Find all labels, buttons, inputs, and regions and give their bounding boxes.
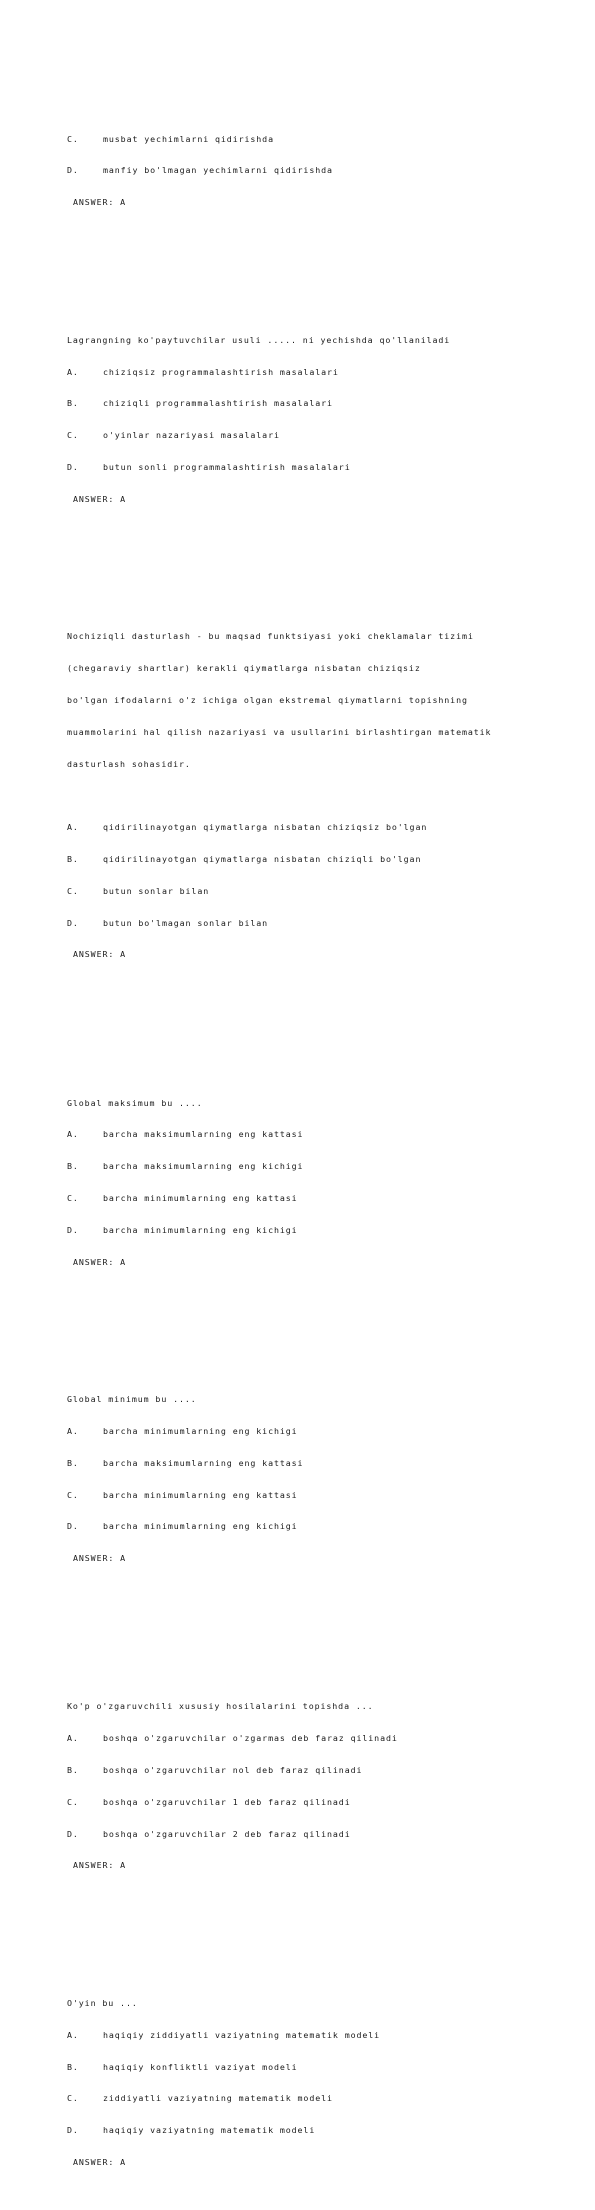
question-block [67,1076,577,1288]
option-b: B. boshqa o'zgaruvchilar nol deb faraz qilinadi [67,1765,363,1775]
question-stem: bo'lgan ifodalarni o'z ichiga olgan ekstremal qiymatlarni topishning [67,695,468,706]
option-b: B. haqiqiy konfliktli vaziyat modeli [67,2061,298,2072]
question-block [67,610,577,981]
option-a: A. boshqa o'zgaruvchilar o'zgarmas deb faraz qilinadi [67,1733,398,1744]
option-c: C. butun sonlar bilan [67,885,210,896]
answer-line: ANSWER: A [73,1256,127,1267]
question-stem: Global minimum bu .... [67,1394,197,1405]
option-c: C. barcha minimumlarning eng kattasi [67,1192,298,1203]
document-page [67,70,577,2210]
question-stem: (chegaraviy shartlar) kerakli qiymatlarga nisbatan chiziqsiz [67,663,421,674]
option-b: B. chiziqli programmalashtirish masalalari [67,398,333,409]
spacer [67,1320,577,1331]
option-d: D. barcha minimumlarning eng kichigi [67,1521,298,1532]
option-c: C. ziddiyatli vaziyatning matematik modeli [67,2093,333,2104]
option-d: D. boshqa o'zgaruvchilar 2 deb faraz qilinadi [67,1828,351,1839]
answer-line: ANSWER: A [73,197,127,208]
question-block [67,1680,577,1892]
question-stem: Global maksimum bu .... [67,1097,203,1108]
question-block [67,1977,577,2189]
question-stem: Lagrangning ko'paytuvchilar usuli ..... ni yechishda qo'llaniladi [67,334,451,345]
option-d: D. butun sonli programmalashtirish masalalari [67,461,351,472]
option-d: D. butun bo'lmagan sonlar bilan [67,917,269,928]
option-c: C. musbat yechimlarni qidirishda [67,133,274,144]
option-d: D. manfiy bo'lmagan yechimlarni qidirishda [67,165,333,176]
answer-line: ANSWER: A [73,2156,127,2167]
spacer [67,557,577,568]
spacer [67,261,577,272]
answer-line: ANSWER: A [73,1553,127,1564]
answer-line: ANSWER: A [73,949,127,960]
option-a: A. barcha minimumlarning eng kichigi [67,1426,298,1436]
spacer [67,1924,577,1935]
question-stem: muammolarini hal qilish nazariyasi va usullarini birlashtirgan matematik [67,726,492,737]
question-block [67,314,577,526]
option-a: A. haqiqiy ziddiyatli vaziyatning matematik modeli [67,2029,381,2040]
answer-line: ANSWER: A [73,1860,127,1871]
option-b: B. barcha maksimumlarning eng kichigi [67,1161,304,1172]
spacer [67,790,577,801]
question-stem: dasturlash sohasidir. [67,758,191,769]
spacer [67,1013,577,1034]
question-stem: Ko'p o'zgaruvchili xususiy hosilalarini topishda ... [67,1701,374,1712]
option-b: B. barcha maksimumlarning eng kattasi [67,1457,304,1468]
spacer [67,1617,577,1638]
question-fragment [67,112,577,229]
option-a: A. qidirilinayotgan qiymatlarga nisbatan chiziqsiz bo'lgan [67,822,428,833]
option-c: C. barcha minimumlarning eng kattasi [67,1489,298,1500]
option-a: A. chiziqsiz programmalashtirish masalalari [67,366,339,377]
option-c: C. o'yinlar nazariyasi masalalari [67,430,280,441]
answer-line: ANSWER: A [73,493,127,504]
question-block [67,1373,577,1585]
option-a: A. barcha maksimumlarning eng kattasi [67,1129,304,1140]
option-b: B. qidirilinayotgan qiymatlarga nisbatan chiziqli bo'lgan [67,853,422,864]
option-d: D. barcha minimumlarning eng kichigi [67,1224,298,1235]
option-d: D. haqiqiy vaziyatning matematik modeli [67,2125,316,2136]
option-c: C. boshqa o'zgaruvchilar 1 deb faraz qilinadi [67,1796,351,1807]
question-stem: O'yin bu ... [67,1998,138,2009]
question-stem: Nochiziqli dasturlash - bu maqsad funktsiyasi yoki cheklamalar tizimi [67,631,474,642]
